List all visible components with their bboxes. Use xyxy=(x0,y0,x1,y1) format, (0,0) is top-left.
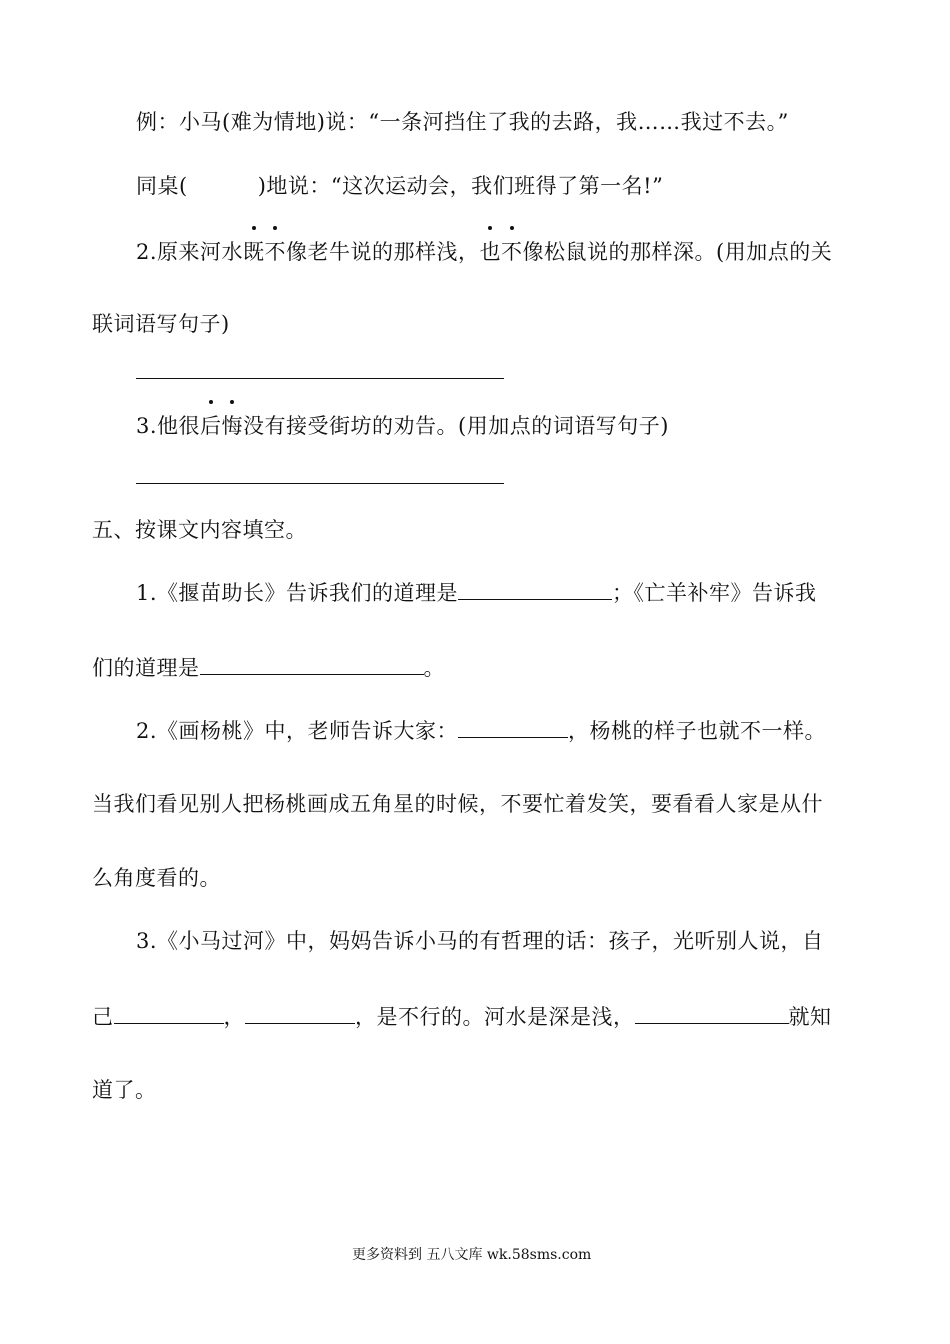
tongzhuo-prefix: 同桌( xyxy=(136,174,188,198)
fill-blank[interactable] xyxy=(245,1001,355,1024)
footer-text: 更多资料到 五八文库 wk.58sms.com xyxy=(352,1247,592,1263)
emphasis-char: 后 xyxy=(200,414,222,438)
emphasis-char: 悔 xyxy=(221,414,244,438)
fill-blank[interactable] xyxy=(458,577,612,600)
fill-1-line-1: 1.《揠苗助长》告诉我们的道理是 ；《亡羊补牢》告诉我 xyxy=(136,577,817,607)
fill-2-line-2: 当我们看见别人把杨桃画成五角星的时候，不要忙着发笑，要看看人家是从什 xyxy=(92,792,823,816)
tongzhuo-suffix: )地说：“这次运动会，我们班得了第一名!” xyxy=(257,174,664,198)
question-2-line-2: 联词语写句子) xyxy=(92,312,230,336)
emphasis-char: 不 xyxy=(264,240,287,264)
emphasis-char: 也 xyxy=(479,240,502,264)
fill-3-line-2: 己 ， ，是不行的。河水是深是浅， 就知 xyxy=(92,1001,832,1031)
section-5-title: 五、按课文内容填空。 xyxy=(92,518,307,542)
fill-2-line-1: 2.《画杨桃》中，老师告诉大家： ，杨桃的样子也就不一样。 xyxy=(136,715,826,745)
emphasis-char: 不 xyxy=(501,240,523,264)
emphasis-char: 既 xyxy=(243,240,265,264)
fill-blank[interactable] xyxy=(635,1001,789,1024)
answer-line-q2[interactable] xyxy=(136,378,504,379)
fill-3-line-3: 道了。 xyxy=(92,1078,157,1102)
fill-2-line-3: 么角度看的。 xyxy=(92,866,221,890)
fill-blank[interactable] xyxy=(200,652,424,675)
answer-line-q3[interactable] xyxy=(136,483,504,484)
example-tongzhuo xyxy=(136,172,663,200)
question-2-line-1: 2.原来河水既不像老牛说的那样浅，也不像松鼠说的那样深。(用加点的关 xyxy=(136,240,833,264)
fill-blank[interactable] xyxy=(458,715,568,738)
fill-blank[interactable] xyxy=(114,1001,224,1024)
question-3: 3.他很后悔没有接受街坊的劝告。(用加点的词语写句子) xyxy=(136,414,669,438)
fill-1-line-2: 们的道理是 。 xyxy=(92,652,445,682)
example-sentence: 例：小马(难为情地)说：“一条河挡住了我的去路，我……我过不去。” xyxy=(136,110,789,134)
fill-3-line-1: 3.《小马过河》中，妈妈告诉小马的有哲理的话：孩子，光听别人说，自 xyxy=(136,929,824,953)
